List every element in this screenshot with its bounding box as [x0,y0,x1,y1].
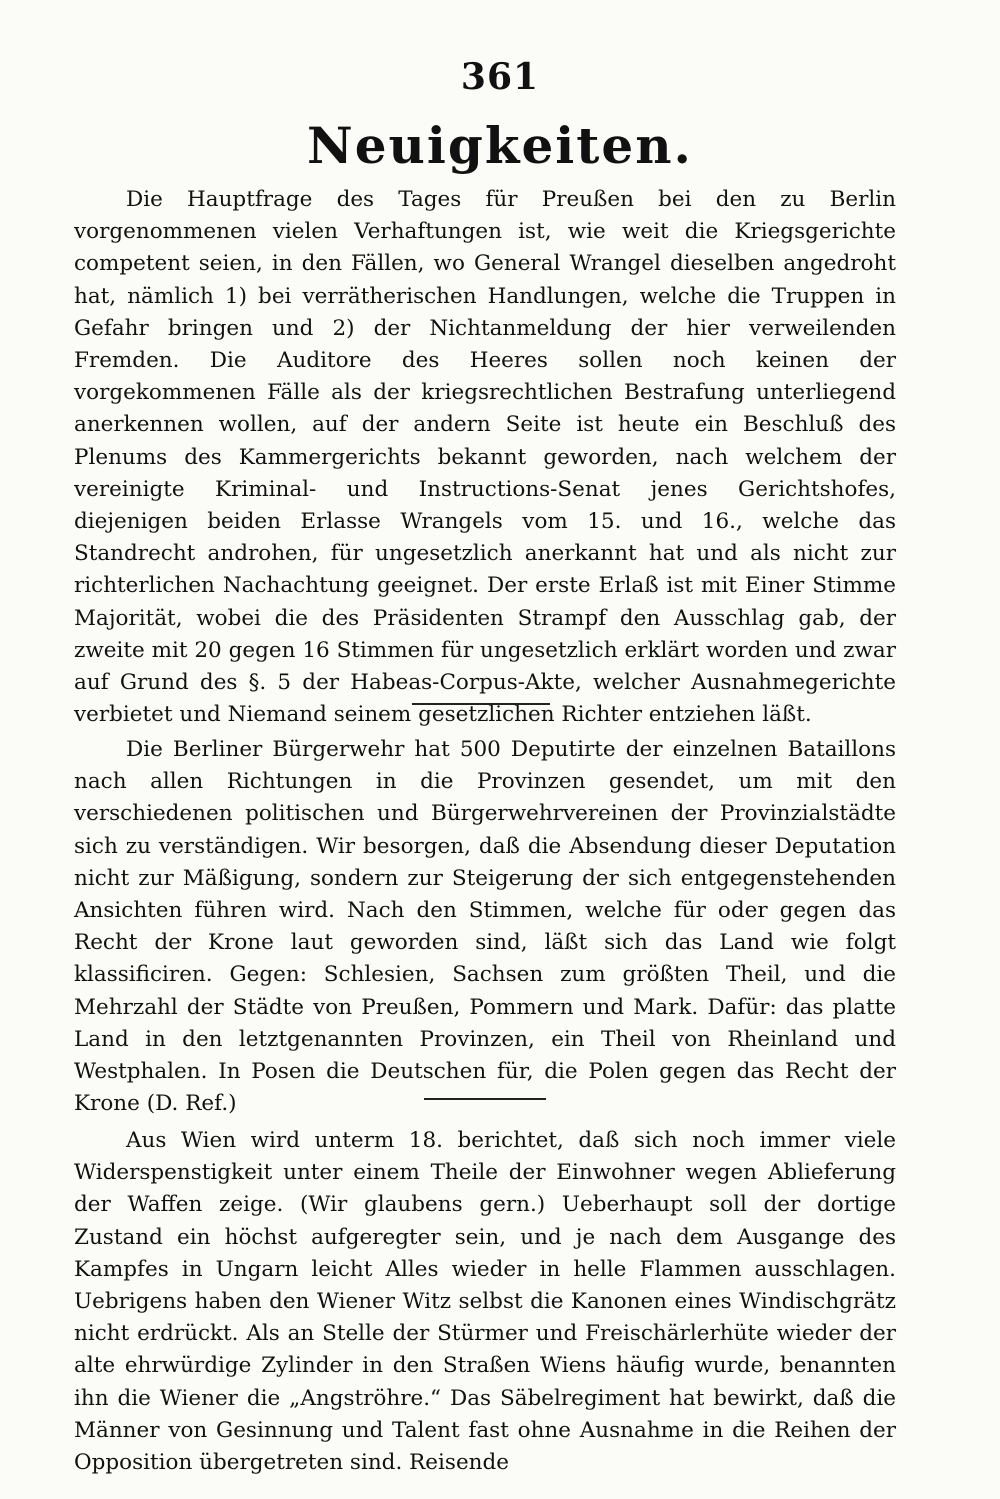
article-paragraph: Die Berliner Bürgerwehr hat 500 Deputirte der einzelnen Bataillons nach allen Richtungen in die Provinzen gesendet, um mit den verschiedenen politischen und Bürgerwehrvereinen der Provinzialstädte sich zu verständigen. Wir besorgen, daß die Absendung dieser Deputation nicht zur Mäßigung, sondern zur Steigerung der sich entgegenstehenden Ansichten führen wird. Nach den Stimmen, welche für oder gegen das Recht der Krone laut geworden sind, läßt sich das Land wie folgt klassificiren. Gegen: Schlesien, Sachsen zum größten Theil, und die Mehrzahl der Städte von Preußen, Pommern und Mark. Dafür: das platte Land in den letztgenannten Provinzen, ein Theil von Rheinland und Westphalen. In Posen die Deutschen für, die Polen gegen das Recht der Krone (D. Ref.) [74,737,896,1117]
article-paragraph: Die Hauptfrage des Tages für Preußen bei den zu Berlin vorgenommenen vielen Verhaftungen ist, wie weit die Kriegsgerichte competent seien, in den Fällen, wo General Wrangel dieselben angedroht hat, nämlich 1) bei verrätherischen Handlungen, welche die Truppen in Gefahr bringen und 2) der Nichtanmeldung der hier verweilenden Fremden. Die Auditore des Heeres sollen noch keinen der vorgekommenen Fälle als der kriegsrechtlichen Bestrafung unterliegend anerkennen wollen, auf der andern Seite ist heute ein Beschluß des Plenums des Kammergerichts bekannt geworden, nach welchem der vereinigte Kriminal- und Instructions-Senat jenes Gerichtshofes, diejenigen beiden Erlasse Wrangels vom 15. und 16., welche das Standrecht androhen, für ungesetzlich anerkannt hat und als nicht zur richterlichen Nachachtung geeignet. Der erste Erlaß ist mit Einer Stimme Majorität, wobei die des Präsidenten Strampf den Ausschlag gab, der zweite mit 20 gegen 16 Stimmen für ungesetzlich erklärt worden und zwar auf Grund des §. 5 der Habeas-Corpus-Akte, welcher Ausnahmegerichte verbietet und Niemand seinem gesetzlichen Richter entziehen läßt. [74,187,896,728]
section-divider [424,1098,546,1100]
page-title: Neuigkeiten. [307,116,693,175]
section-divider [412,703,550,705]
article-paragraph: Aus Wien wird unterm 18. berichtet, daß sich noch immer viele Widerspenstigkeit unter einem Theile der Einwohner wegen Ablieferung der Waffen zeige. (Wir glaubens gern.) Ueberhaupt soll der dortige Zustand ein höchst aufgeregter sein, und je nach dem Ausgange des Kampfes in Ungarn leicht Alles wieder in helle Flammen ausschlagen. Uebrigens haben den Wiener Witz selbst die Kanonen eines Windischgrätz nicht erdrückt. Als an Stelle der Stürmer und Freischärlerhüte wieder der alte ehrwürdige Zylinder in den Straßen Wiens häufig wurde, benannten ihn die Wiener die „Angströhre.“ Das Säbelregiment hat bewirkt, daß die Männer von Gesinnung und Talent fast ohne Ausnahme in die Reihen der Opposition übergetreten sind. Reisende [74,1128,896,1476]
page-number: 361 [460,56,540,98]
